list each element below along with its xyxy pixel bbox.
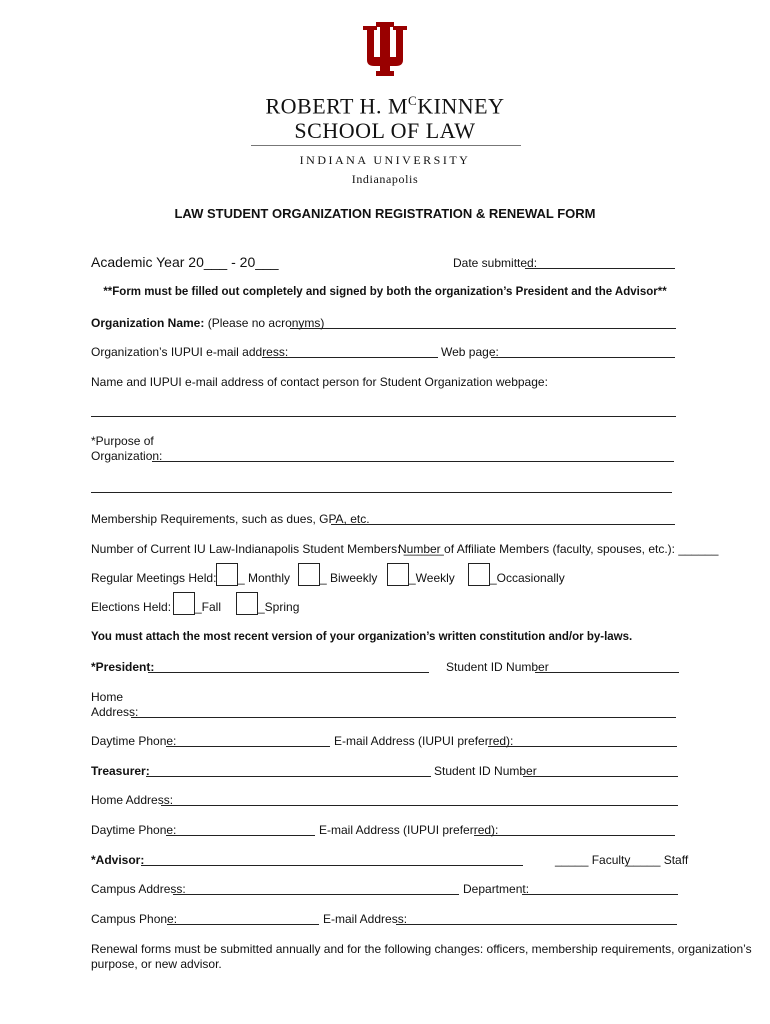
president-home-label-line1: Home <box>91 690 124 704</box>
treasurer-home-address-line[interactable] <box>161 805 678 806</box>
advisor-campus-address-label: Campus Address: <box>91 882 186 896</box>
advisor-department-line[interactable] <box>522 894 678 895</box>
meeting-biweekly-label: _ Biweekly <box>320 571 378 585</box>
web-page-line[interactable] <box>491 357 675 358</box>
campus-name: Indianapolis <box>351 172 419 186</box>
meetings-label: Regular Meetings Held: <box>91 571 217 585</box>
university-name: INDIANA UNIVERSITY <box>299 153 471 167</box>
contact-person-line[interactable] <box>91 416 676 417</box>
meeting-occasionally-label: _Occasionally <box>490 571 565 585</box>
meeting-weekly-label: _Weekly <box>409 571 455 585</box>
iu-trident-logo <box>363 22 407 76</box>
meeting-weekly-checkbox[interactable] <box>387 563 409 586</box>
president-phone-line[interactable] <box>166 746 330 747</box>
current-members-field[interactable]: Number of Current IU Law-Indianapolis Student Members: ______ <box>91 542 444 556</box>
form-title: LAW STUDENT ORGANIZATION REGISTRATION & RENEWAL FORM <box>174 206 596 221</box>
org-email-line[interactable] <box>262 357 438 358</box>
advisor-email-label: E-mail Address: <box>323 912 408 926</box>
treasurer-name-line[interactable] <box>146 776 431 777</box>
president-email-line[interactable] <box>488 746 677 747</box>
president-student-id-label: Student ID Number <box>446 660 549 674</box>
president-label: *President: <box>91 660 155 674</box>
date-submitted-line[interactable] <box>525 268 675 269</box>
president-email-label: E-mail Address (IUPUI preferred): <box>334 734 514 748</box>
president-student-id-line[interactable] <box>535 672 679 673</box>
advisor-email-line[interactable] <box>396 924 677 925</box>
renewal-note-line2: purpose, or new advisor. <box>91 957 222 971</box>
treasurer-email-label: E-mail Address (IUPUI preferred): <box>319 823 499 837</box>
web-page-label: Web page: <box>441 345 499 359</box>
election-fall-label: _Fall <box>195 600 222 614</box>
membership-label: Membership Requirements, such as dues, GPA, etc. <box>91 512 370 526</box>
treasurer-student-id-label: Student ID Number <box>434 764 537 778</box>
president-home-label-line2: Address: <box>91 705 139 719</box>
advisor-staff-field[interactable]: _____ Staff <box>627 853 689 867</box>
advisor-campus-address-line[interactable] <box>173 894 459 895</box>
academic-year-field[interactable]: Academic Year 20___ - 20___ <box>91 254 279 270</box>
renewal-note-line1: Renewal forms must be submitted annually and for the following changes: officers, membership requirements, organization’s <box>91 942 752 956</box>
meeting-monthly-label: _ Monthly <box>238 571 291 585</box>
treasurer-phone-line[interactable] <box>166 835 315 836</box>
treasurer-phone-label: Daytime Phone: <box>91 823 177 837</box>
school-name-line1: ROBERT H. $M^CKINNEY$ <box>265 93 505 119</box>
purpose-label-line1: *Purpose of <box>91 434 154 448</box>
advisor-name-line[interactable] <box>141 865 523 866</box>
advisor-campus-phone-label: Campus Phone: <box>91 912 178 926</box>
school-name-line2: SCHOOL OF LAW <box>294 118 476 143</box>
advisor-faculty-field[interactable]: _____ Faculty <box>555 853 631 867</box>
purpose-line-2[interactable] <box>91 492 672 493</box>
date-submitted-label: Date submitted: <box>453 256 538 270</box>
constitution-note: You must attach the most recent version of your organization’s written constitution and/or by-laws. <box>91 631 633 643</box>
election-spring-label: _Spring <box>258 600 300 614</box>
meeting-occasionally-checkbox[interactable] <box>468 563 490 586</box>
org-email-label: Organization’s IUPUI e-mail address: <box>91 345 289 359</box>
election-spring-checkbox[interactable] <box>236 592 258 615</box>
treasurer-student-id-line[interactable] <box>523 776 678 777</box>
advisor-label: *Advisor: <box>91 853 145 867</box>
meeting-monthly-checkbox[interactable] <box>216 563 238 586</box>
affiliate-members-field[interactable]: Number of Affiliate Members (faculty, spouses, etc.): ______ <box>398 542 719 556</box>
president-home-address-line[interactable] <box>131 717 676 718</box>
meeting-biweekly-checkbox[interactable] <box>298 563 320 586</box>
purpose-line-1[interactable] <box>152 461 674 462</box>
advisor-department-label: Department: <box>463 882 530 896</box>
org-name-line[interactable] <box>290 328 676 329</box>
president-phone-label: Daytime Phone: <box>91 734 177 748</box>
contact-person-label: Name and IUPUI e-mail address of contact person for Student Organization webpage: <box>91 375 548 389</box>
election-fall-checkbox[interactable] <box>173 592 195 615</box>
purpose-label-line2: Organization: <box>91 449 163 463</box>
elections-label: Elections Held: <box>91 600 172 614</box>
signature-notice: **Form must be filled out completely and signed by both the organization’s President and the Advisor** <box>103 286 667 298</box>
membership-line[interactable] <box>331 524 675 525</box>
treasurer-label: Treasurer: <box>91 764 150 778</box>
treasurer-email-line[interactable] <box>474 835 675 836</box>
org-name-label: Organization Name: (Please no acronyms) <box>91 316 325 330</box>
treasurer-home-label: Home Address: <box>91 793 174 807</box>
president-name-line[interactable] <box>148 672 429 673</box>
advisor-campus-phone-line[interactable] <box>167 924 319 925</box>
header-divider <box>251 145 521 146</box>
